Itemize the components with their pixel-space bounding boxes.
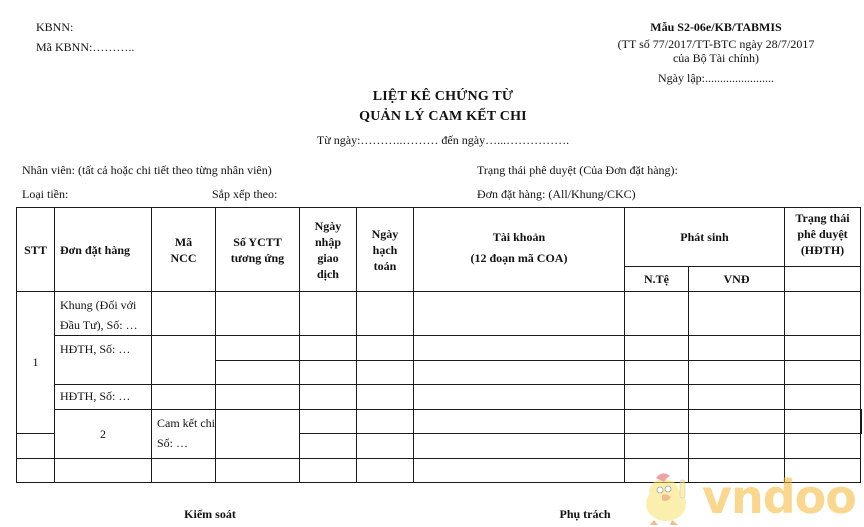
filter-sort-by: Sắp xếp theo: bbox=[212, 187, 278, 201]
filter-approval-status: Trạng thái phê duyệt (Của Đơn đặt hàng): bbox=[477, 163, 678, 177]
signature-in-charge: Phụ trách bbox=[559, 507, 611, 521]
header-amount-group: Phát sinh bbox=[624, 208, 784, 267]
stt-cell: 1 bbox=[17, 292, 55, 434]
header-entry-date: Ngày nhập giao dịch bbox=[299, 208, 356, 292]
date-created: Ngày lập:....................... bbox=[658, 71, 774, 85]
table-row bbox=[17, 292, 862, 336]
stt-cell: 2 bbox=[55, 410, 152, 459]
voucher-table bbox=[16, 207, 862, 483]
legal-ref-line2: của Bộ Tài chính) bbox=[672, 51, 760, 65]
order-frame-cell: Khung (Đối với Đầu Tư), Số: … bbox=[55, 292, 152, 336]
header-order: Đơn đặt hàng bbox=[55, 208, 152, 292]
header-amount-foreign: N.Tệ bbox=[624, 267, 688, 292]
header-request-no: Số YCTT tương ứng bbox=[215, 208, 299, 292]
doc-title-line1: LIỆT KÊ CHỨNG TỪ bbox=[372, 89, 514, 104]
header-account: Tài khoản (12 đoạn mã COA) bbox=[413, 208, 624, 292]
signature-control: Kiểm soát bbox=[184, 507, 236, 521]
table-row bbox=[17, 336, 862, 361]
vndoc-watermark bbox=[640, 470, 864, 527]
ma-kbnn-label: Mã KBNN:……….. bbox=[36, 40, 135, 54]
header-posting-date: Ngày hạch toán bbox=[356, 208, 413, 292]
order-hdth-cell: HĐTH, Số: … bbox=[55, 336, 152, 385]
header-approval-status: Trạng thái phê duyệt (HĐTH) bbox=[784, 208, 860, 267]
filter-currency: Loại tiền: bbox=[22, 187, 69, 201]
table-row bbox=[17, 410, 862, 434]
header-status-blank bbox=[784, 267, 860, 292]
order-hdth-cell: HĐTH, Số: … bbox=[55, 385, 152, 410]
header-stt: STT bbox=[17, 208, 55, 292]
chicken-mascot-icon bbox=[640, 470, 698, 527]
header-amount-vnd: VNĐ bbox=[688, 267, 784, 292]
filter-order-type: Đơn đặt hàng: (All/Khung/CKC) bbox=[477, 187, 636, 201]
form-code: Mẫu S2-06e/KB/TABMIS bbox=[650, 20, 782, 34]
table-row bbox=[17, 385, 862, 410]
vndoc-logo-text: vndoo bbox=[702, 470, 856, 524]
kbnn-label: KBNN: bbox=[36, 20, 74, 34]
doc-title-line2: QUẢN LÝ CAM KẾT CHI bbox=[359, 109, 527, 124]
legal-ref-line1: (TT số 77/2017/TT-BTC ngày 28/7/2017 bbox=[617, 37, 815, 51]
date-range: Từ ngày:………..……… đến ngày…...……………. bbox=[316, 133, 570, 147]
order-commitment-cell: Cam kết chi Số: … bbox=[152, 410, 216, 459]
filter-employee: Nhân viên: (tất cả hoặc chi tiết theo từng nhân viên) bbox=[22, 163, 272, 177]
header-supplier-code: Mã NCC bbox=[152, 208, 216, 292]
